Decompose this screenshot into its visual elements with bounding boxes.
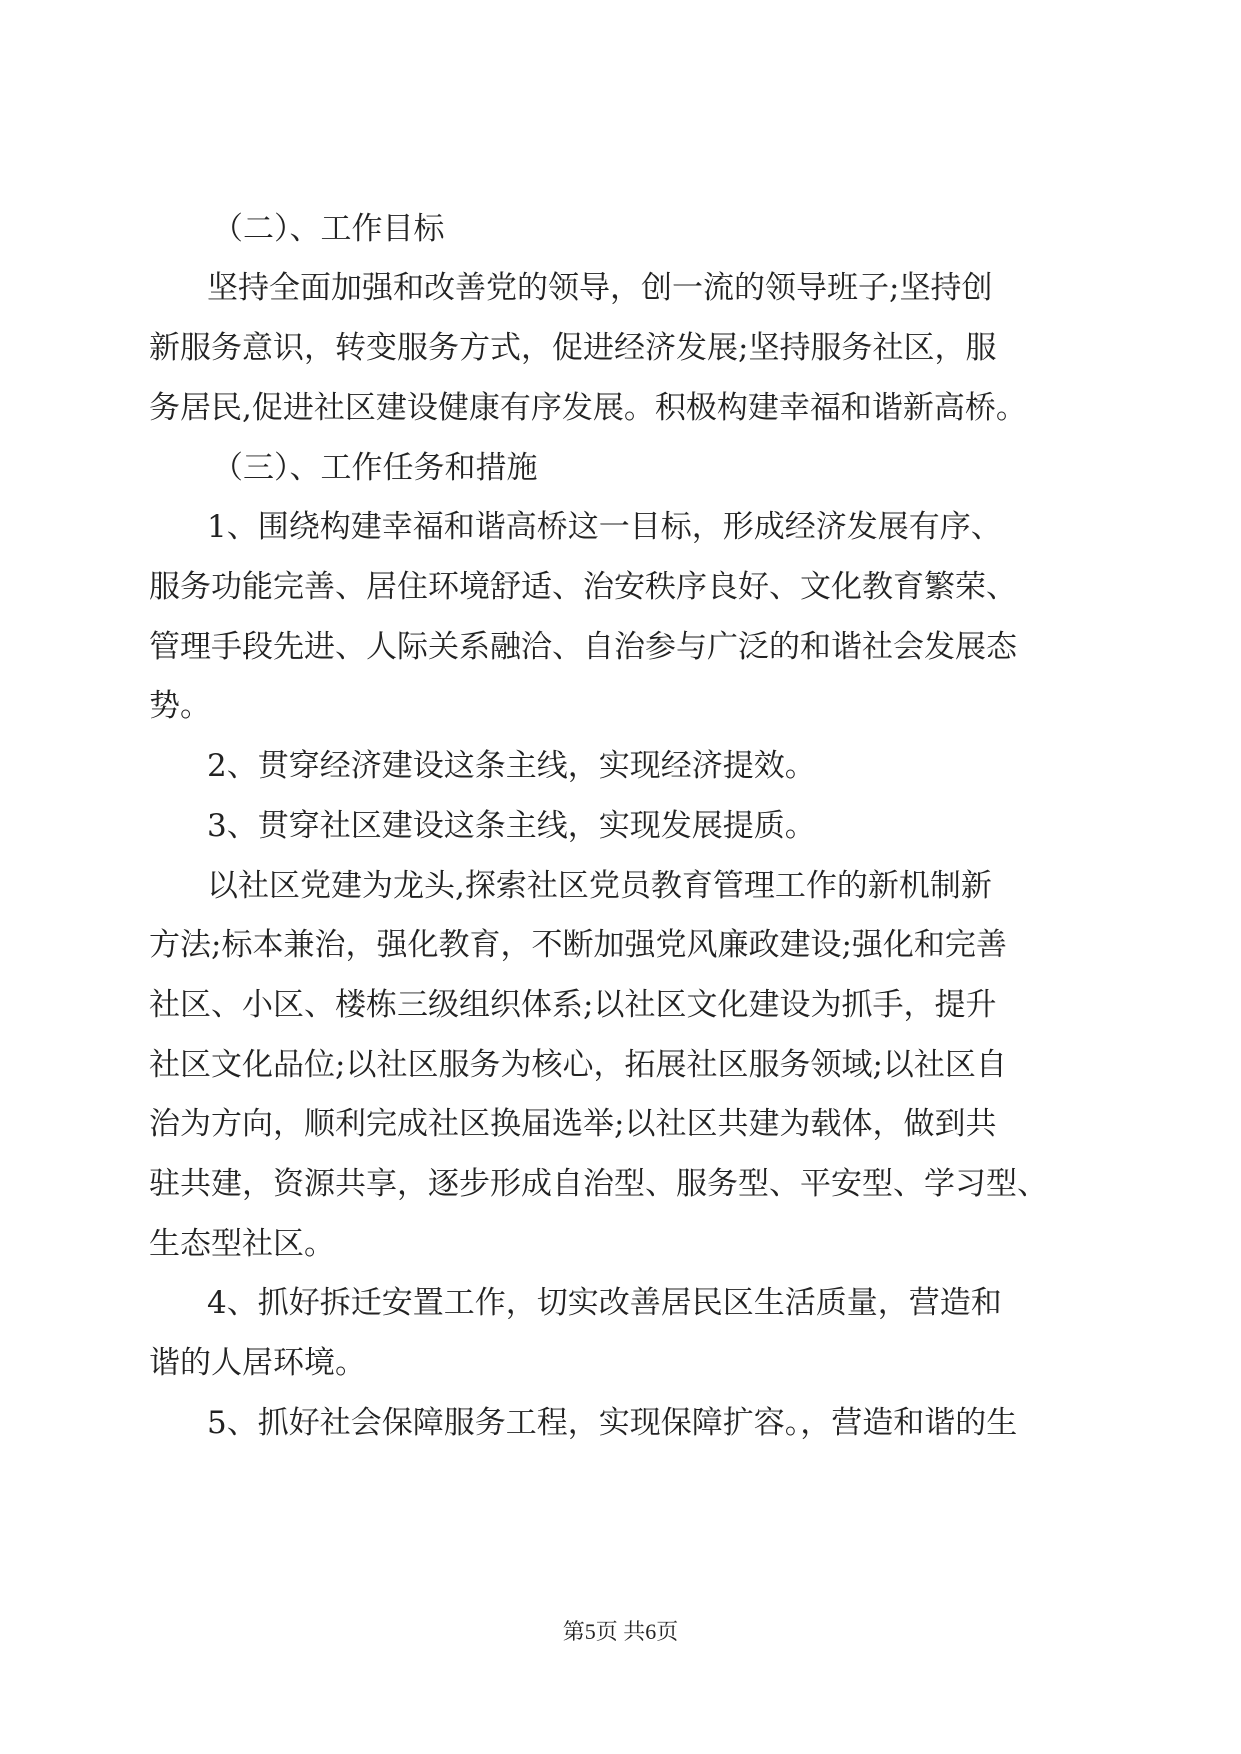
paragraph-line: 2、贯穿经济建设这条主线，实现经济提效。 (207, 748, 816, 784)
paragraph-line: 新服务意识，转变服务方式，促进经济发展;坚持服务社区，服 (149, 330, 997, 366)
paragraph-line: 5、抓好社会保障服务工程，实现保障扩容。，营造和谐的生 (207, 1405, 1018, 1441)
section-heading: （二）、工作目标 (212, 211, 445, 247)
paragraph-line: 管理手段先进、人际关系融洽、自治参与广泛的和谐社会发展态 (149, 629, 1017, 665)
paragraph-line: 务居民,促进社区建设健康有序发展。积极构建幸福和谐新高桥。 (149, 390, 1027, 426)
paragraph-line: 治为方向，顺利完成社区换届选举;以社区共建为载体，做到共 (149, 1106, 997, 1142)
paragraph-line: 方法;标本兼治，强化教育，不断加强党风廉政建设;强化和完善 (149, 927, 1007, 963)
paragraph-line: 谐的人居环境。 (149, 1345, 366, 1381)
paragraph-line: 驻共建，资源共享，逐步形成自治型、服务型、平安型、学习型、 (149, 1166, 1048, 1202)
paragraph-line: 社区文化品位;以社区服务为核心，拓展社区服务领域;以社区自 (149, 1047, 1007, 1083)
section-heading: （三）、工作任务和措施 (212, 450, 538, 486)
paragraph-line: 1、围绕构建幸福和谐高桥这一目标，形成经济发展有序、 (207, 509, 1002, 545)
paragraph-line: 势。 (149, 688, 211, 724)
paragraph-line: 4、抓好拆迁安置工作，切实改善居民区生活质量，营造和 (207, 1285, 1002, 1321)
paragraph-line: 生态型社区。 (149, 1226, 335, 1262)
paragraph-line: 服务功能完善、居住环境舒适、治安秩序良好、文化教育繁荣、 (149, 569, 1017, 605)
page-number-footer: 第5页 共6页 (562, 1619, 679, 1644)
paragraph-line: 坚持全面加强和改善党的领导，创一流的领导班子;坚持创 (207, 270, 993, 306)
paragraph-line: 社区、小区、楼栋三级组织体系;以社区文化建设为抓手，提升 (149, 987, 997, 1023)
paragraph-line: 3、贯穿社区建设这条主线，实现发展提质。 (207, 808, 816, 844)
paragraph-line: 以社区党建为龙头,探索社区党员教育管理工作的新机制新 (207, 868, 992, 904)
